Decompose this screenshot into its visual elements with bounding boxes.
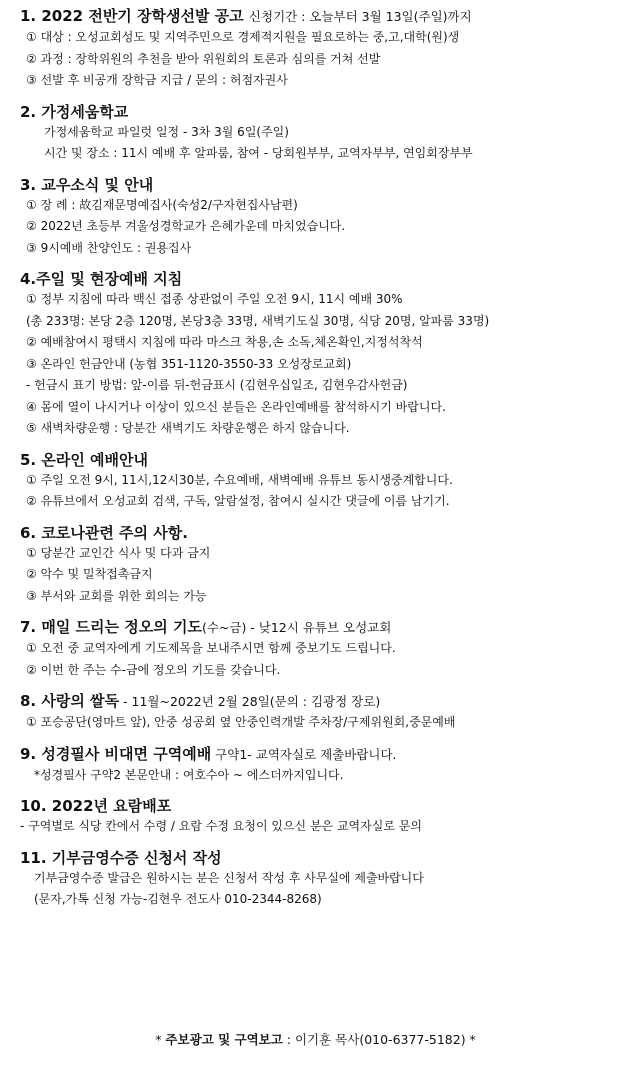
section-line: ② 유튜브에서 오성교회 검색, 구독, 알람설정, 참여시 실시간 댓글에 이름 남기기.	[26, 494, 450, 508]
section-title-text: 10. 2022년 요람배포	[20, 797, 172, 815]
section-line: ② 악수 및 밀착접촉금지	[26, 567, 153, 581]
section-bible-copy	[20, 744, 617, 787]
section-line: ③ 선발 후 비공개 장학금 지급 / 문의 : 허점자권사	[26, 73, 288, 87]
section-donation-receipt	[20, 848, 617, 911]
section-line: ① 장 례 : 故김재문명예집사(숙성2/구자현집사남편)	[26, 197, 298, 212]
section-title	[20, 102, 617, 122]
section-title-text: 8. 사랑의 쌀독	[20, 692, 120, 710]
section-worship-guidelines	[20, 269, 617, 440]
section-title-text: 11. 기부금영수증 신청서 작성	[20, 848, 222, 867]
section-line: ⑤ 새벽차량운행 : 당분간 새벽기도 차량운행은 하지 않습니다.	[26, 421, 350, 435]
section-note: (수~금) - 낮12시 유튜브 오성교회	[201, 620, 392, 635]
section-line: 가정세움학교 파일럿 일정 - 3차 3월 6일(주일)	[44, 124, 289, 139]
section-title	[20, 450, 617, 470]
section-title-text: 4.주일 및 현장예배 지침	[20, 270, 183, 288]
section-note: - 11월~2022년 2월 28일(문의 : 김광정 장로)	[119, 694, 381, 709]
section-rice-jar	[20, 691, 617, 734]
section-title	[20, 848, 617, 868]
section-noon-prayer	[20, 617, 617, 681]
footer-contact	[0, 1030, 631, 1048]
section-line: 시간 및 장소 : 11시 예배 후 알파룸, 참여 - 당회원부부, 교역자부부, 연임회장부부	[44, 146, 473, 160]
section-line: *성경필사 구약2 본문안내 : 여호수아 ~ 에스더까지입니다.	[34, 767, 344, 782]
section-title	[20, 269, 617, 289]
section-line: 기부금영수증 발급은 원하시는 분은 신청서 작성 후 사무실에 제출바랍니다	[34, 870, 424, 885]
section-title-text: 1. 2022 전반기 장학생선발 공고	[20, 7, 244, 25]
section-line: ③ 9시예배 찬양인도 : 권용집사	[26, 240, 192, 255]
footer-prefix: *	[155, 1032, 166, 1047]
section-online-worship	[20, 450, 617, 513]
section-title	[20, 6, 617, 27]
section-title-text: 6. 코로나관련 주의 사항.	[20, 523, 188, 542]
section-line: ① 주일 오전 9시, 11시,12시30분, 수요예배, 새벽예배 유튜브 동시생중계합니다.	[26, 472, 453, 487]
section-line: ① 오전 중 교역자에게 기도제목을 보내주시면 함께 중보기도 드립니다.	[26, 641, 396, 655]
section-line: ② 과정 : 장학위원의 추천을 받아 위원회의 토론과 심의를 거쳐 선발	[26, 51, 381, 66]
section-line: ① 당분간 교인간 식사 및 다과 금지	[26, 545, 211, 560]
section-title	[20, 175, 617, 195]
section-line: ① 대상 : 오성교회성도 및 지역주민으로 경제적지원을 필요로하는 중,고,대학(원)생	[26, 30, 460, 44]
section-title-text: 3. 교우소식 및 안내	[20, 175, 154, 194]
section-line: - 구역별로 식당 칸에서 수령 / 요람 수정 요청이 있으신 분은 교역자실로 문의	[20, 819, 422, 833]
section-line: - 헌금시 표기 방법: 앞-이름 뒤-헌금표시 (김현우십일조, 김현우감사헌금)	[26, 378, 408, 392]
footer-bold: 주보광고 및 구역보고	[165, 1032, 283, 1047]
section-title	[20, 691, 617, 712]
section-line: ② 2022년 초등부 겨울성경학교가 은혜가운데 마치었습니다.	[26, 219, 346, 233]
section-note: 구약1- 교역자실로 제출바랍니다.	[211, 746, 397, 762]
section-line: ③ 부서와 교회를 위한 회의는 가능	[26, 588, 207, 603]
section-line: ④ 몸에 열이 나시거나 이상이 있으신 분들은 온라인예배를 참석하시기 바랍니다.	[26, 399, 446, 414]
section-title	[20, 523, 617, 543]
section-note: 신청기간 : 오늘부터 3월 13일(주일)까지	[248, 9, 472, 24]
section-title	[20, 617, 617, 638]
section-title-text: 2. 가정세움학교	[20, 102, 129, 121]
section-scholarship	[20, 6, 617, 92]
section-covid-notice	[20, 523, 617, 608]
section-family-school	[20, 102, 617, 165]
section-line: ② 이번 한 주는 수-금에 정오의 기도를 갖습니다.	[26, 662, 281, 677]
section-member-news	[20, 175, 617, 260]
section-line: ① 포승공단(영마트 앞), 안중 성공회 옆 안중인력개발 주차장/구제위원회,중문예배	[26, 715, 456, 729]
section-title	[20, 796, 617, 816]
section-line: ① 정부 지침에 따라 백신 접종 상관없이 주일 오전 9시, 11시 예배 30%	[26, 292, 403, 306]
section-handbook	[20, 796, 617, 838]
section-line: ③ 온라인 헌금안내 (농협 351-1120-3550-33 오성장로교회)	[26, 356, 352, 371]
section-title	[20, 744, 617, 765]
footer-rest: : 이기훈 목사(010-6377-5182) *	[282, 1032, 476, 1047]
section-line: ② 예배참여시 평택시 지침에 따라 마스크 착용,손 소독,체온확인,지정석착석	[26, 335, 423, 349]
section-line: (문자,가톡 신청 가능-김현우 전도사 010-2344-8268)	[34, 892, 322, 906]
section-line: (총 233명: 본당 2층 120명, 본당3층 33명, 새벽기도실 30명, 식당 20명, 알파룸 33명)	[26, 313, 490, 328]
section-title-text: 9. 성경필사 비대면 구역예배	[20, 744, 212, 763]
section-title-text: 7. 매일 드리는 정오의 기도	[20, 618, 202, 636]
section-title-text: 5. 온라인 예배안내	[20, 450, 149, 469]
